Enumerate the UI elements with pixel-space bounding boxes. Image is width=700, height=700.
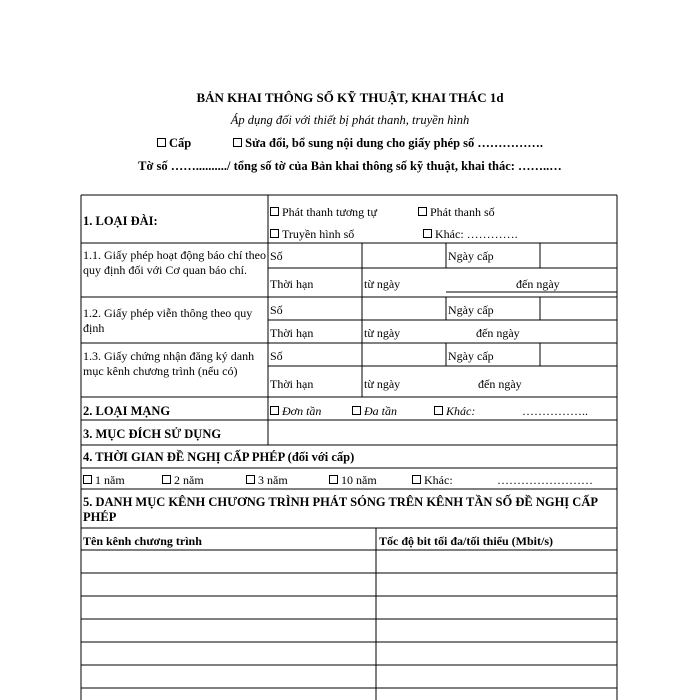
row-1-2-label: 1.2. Giấy phép viễn thông theo quy định (83, 306, 253, 335)
network-other-dots: …………….. (522, 404, 588, 418)
checkbox-icon (270, 207, 279, 216)
column-channel-name: Tên kênh chương trình (83, 534, 202, 548)
section2-title: 2. LOẠI MẠNG (83, 404, 171, 418)
row-1-3-tu-ngay: từ ngày (364, 377, 401, 391)
section3-title: 3. MỤC ĐÍCH SỬ DỤNG (83, 427, 222, 441)
option-amend-label: Sửa đổi, bổ sung nội dung cho giấy phép số ……………. (245, 136, 544, 150)
checkbox-icon (352, 406, 361, 415)
checkbox-icon (83, 475, 92, 484)
row-1-2-so: Số (270, 303, 283, 317)
row-1-1-so: Số (270, 249, 283, 263)
option-3-years[interactable]: 3 năm (246, 473, 288, 488)
option-10-years[interactable]: 10 năm (329, 473, 377, 488)
option-2-years[interactable]: 2 năm (162, 473, 204, 488)
duration-other-dots: …………………… (497, 473, 593, 487)
option-other-station[interactable]: Khác: …………. (423, 227, 518, 242)
row-1-2-den-ngay: đến ngày (476, 326, 520, 340)
option-digital-radio[interactable]: Phát thanh số (418, 205, 495, 220)
checkbox-icon (423, 229, 432, 238)
option-multi-frequency[interactable]: Đa tần (352, 404, 397, 419)
checkbox-icon (246, 475, 255, 484)
row-1-3-den-ngay: đến ngày (478, 377, 522, 391)
row-1-1-thoi-han: Thời hạn (270, 277, 314, 291)
column-bitrate: Tốc độ bit tối đa/tối thiểu (Mbit/s) (379, 534, 554, 548)
form-title: BẢN KHAI THÔNG SỐ KỸ THUẬT, KHAI THÁC 1d (196, 90, 504, 105)
row-1-2-ngay-cap: Ngày cấp (448, 303, 494, 317)
option-duration-other[interactable]: Khác: (412, 473, 453, 488)
row-1-1-ngay-cap: Ngày cấp (448, 249, 494, 263)
checkbox-icon (270, 406, 279, 415)
option-network-other[interactable]: Khác: (434, 404, 475, 419)
checkbox-icon (162, 475, 171, 484)
checkbox-icon (329, 475, 338, 484)
checkbox-icon (270, 229, 279, 238)
row-1-3-so: Số (270, 349, 283, 363)
section1-title: 1. LOẠI ĐÀI: (83, 214, 158, 228)
option-1-year[interactable]: 1 năm (83, 473, 125, 488)
row-1-1-label: 1.1. Giấy phép hoạt động báo chí theo quy định đối với Cơ quan báo chí. (83, 248, 266, 277)
row-1-3-thoi-han: Thời hạn (270, 377, 314, 391)
row-1-1-den-ngay: đến ngày (516, 277, 560, 291)
row-1-2-thoi-han: Thời hạn (270, 326, 314, 340)
row-1-1-tu-ngay: từ ngày (364, 277, 401, 291)
row-1-3-ngay-cap: Ngày cấp (448, 349, 494, 363)
section4-title: 4. THỜI GIAN ĐỀ NGHỊ CẤP PHÉP (đối với cấp) (83, 450, 355, 464)
section5-title: 5. DANH MỤC KÊNH CHƯƠNG TRÌNH PHÁT SÓNG TRÊN KÊNH TẦN SỐ ĐỀ NGHỊ CẤP PHÉP (83, 495, 598, 524)
checkbox-icon (412, 475, 421, 484)
sheet-number-line: Tờ số ……........../ tổng số tờ của Bản khai thông số kỹ thuật, khai thác: ……..… (138, 159, 562, 173)
option-analog-radio[interactable]: Phát thanh tương tự (270, 205, 377, 220)
option-digital-tv[interactable]: Truyền hình số (270, 227, 354, 242)
row-1-3-label: 1.3. Giấy chứng nhận đăng ký danh mục kênh chương trình (nếu có) (83, 349, 255, 378)
row-1-2-tu-ngay: từ ngày (364, 326, 401, 340)
checkbox-icon (418, 207, 427, 216)
option-single-frequency[interactable]: Đơn tần (270, 404, 321, 419)
option-issue-label: Cấp (168, 136, 192, 150)
form-subtitle: Áp dụng đối với thiết bị phát thanh, truyền hình (230, 113, 470, 127)
checkbox-icon (434, 406, 443, 415)
